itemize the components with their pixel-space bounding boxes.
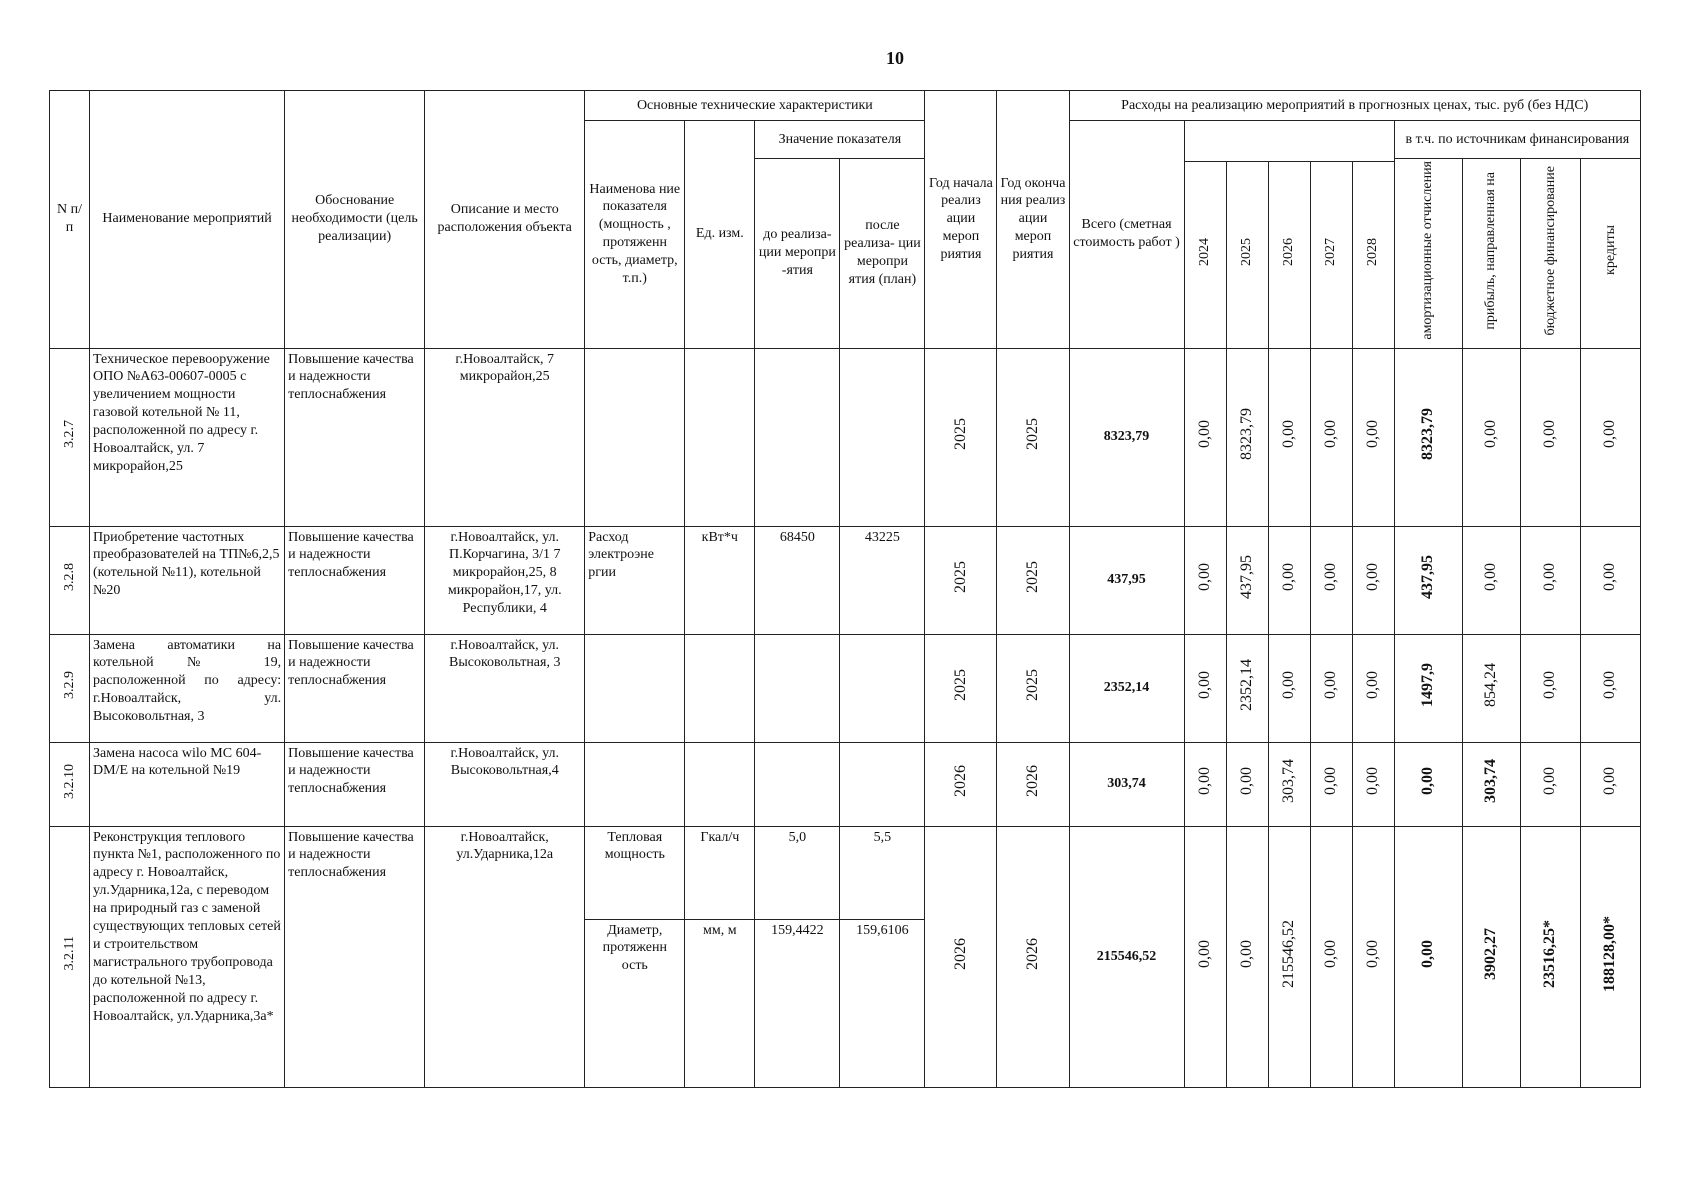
row-year-2025: 0,00 — [1226, 826, 1268, 1087]
row-source-credits: 0,00 — [1580, 526, 1640, 634]
row-year-2027: 0,00 — [1310, 526, 1352, 634]
row-location: г.Новоалтайск, ул.Ударника,12а — [425, 826, 585, 1087]
row-year-2026: 0,00 — [1268, 526, 1310, 634]
row-total: 2352,14 — [1069, 634, 1184, 742]
row-justification: Повышение качества и надежности теплоснабжения — [285, 826, 425, 1087]
row-name: Техническое перевооружение ОПО №А63-00607-0005 с увеличением мощности газовой котельной № 11, расположенной по адресу г. Новоалтайск, ул. 7 микрорайон,25 — [90, 348, 285, 526]
row-total: 8323,79 — [1069, 348, 1184, 526]
row-source-amortization: 1497,9 — [1394, 634, 1462, 742]
row-year-2024: 0,00 — [1184, 826, 1226, 1087]
row-after-2: 159,6106 — [840, 919, 925, 1087]
row-num: 3.2.7 — [50, 348, 90, 526]
header-year-2026: 2026 — [1268, 162, 1310, 348]
row-indicator — [585, 348, 685, 526]
header-location: Описание и место расположения объекта — [425, 91, 585, 349]
row-source-budget: 0,00 — [1520, 634, 1580, 742]
header-before: до реализа- ции меропри -ятия — [755, 159, 840, 349]
row-total: 303,74 — [1069, 742, 1184, 826]
table-row — [50, 634, 1641, 742]
row-year-2028: 0,00 — [1352, 348, 1394, 526]
row-source-budget: 0,00 — [1520, 348, 1580, 526]
row-source-budget: 23516,25* — [1520, 826, 1580, 1087]
row-name: Замена автоматики на котельной № 19, расположенной по адресу: г.Новоалтайск, ул. Высоковольтная, 3 — [90, 634, 285, 742]
row-source-profit: 0,00 — [1462, 348, 1520, 526]
row-unit: Гкал/ч — [685, 826, 755, 919]
row-year-2024: 0,00 — [1184, 742, 1226, 826]
row-source-budget: 0,00 — [1520, 742, 1580, 826]
row-unit — [685, 742, 755, 826]
row-location: г.Новоалтайск, ул. П.Корчагина, 3/1 7 микрорайон,25, 8 микрорайон,17, ул. Республики, 4 — [425, 526, 585, 634]
row-before: 5,0 — [755, 826, 840, 919]
header-unit: Ед. изм. — [685, 121, 755, 349]
row-total: 437,95 — [1069, 526, 1184, 634]
table-row — [50, 826, 1641, 919]
row-after — [840, 634, 925, 742]
header-tech-group: Основные технические характеристики — [585, 91, 925, 121]
row-year-2026: 215546,52 — [1268, 826, 1310, 1087]
row-before — [755, 348, 840, 526]
header-total: Всего (сметная стоимость работ ) — [1069, 121, 1184, 349]
header-indicator-value: Значение показателя — [755, 121, 925, 159]
row-num: 3.2.11 — [50, 826, 90, 1087]
row-end-year: 2025 — [997, 634, 1069, 742]
header-indicator-name: Наименова ние показателя (мощность , протяженн ость, диаметр, т.п.) — [585, 121, 685, 349]
row-end-year: 2025 — [997, 348, 1069, 526]
row-before-2: 159,4422 — [755, 919, 840, 1087]
investment-program-table — [49, 90, 1641, 1088]
row-indicator — [585, 634, 685, 742]
row-year-2028: 0,00 — [1352, 526, 1394, 634]
row-start-year: 2026 — [925, 742, 997, 826]
row-unit: кВт*ч — [685, 526, 755, 634]
row-after — [840, 742, 925, 826]
table-row — [50, 526, 1641, 634]
row-justification: Повышение качества и надежности теплоснабжения — [285, 742, 425, 826]
header-justification: Обоснование необходимости (цель реализации) — [285, 91, 425, 349]
row-location: г.Новоалтайск, ул. Высоковольтная, 3 — [425, 634, 585, 742]
table-row — [50, 742, 1641, 826]
row-year-2027: 0,00 — [1310, 634, 1352, 742]
row-end-year: 2026 — [997, 742, 1069, 826]
row-source-credits: 188128,00* — [1580, 826, 1640, 1087]
row-indicator — [585, 742, 685, 826]
row-unit-2: мм, м — [685, 919, 755, 1087]
row-name: Приобретение частотных преобразователей на ТП№6,2,5 (котельной №11), котельной №20 — [90, 526, 285, 634]
row-source-amortization: 8323,79 — [1394, 348, 1462, 526]
row-source-amortization: 437,95 — [1394, 526, 1462, 634]
row-total: 215546,52 — [1069, 826, 1184, 1087]
row-num: 3.2.10 — [50, 742, 90, 826]
page-number: 10 — [886, 48, 904, 68]
row-justification: Повышение качества и надежности теплоснабжения — [285, 634, 425, 742]
row-source-profit: 303,74 — [1462, 742, 1520, 826]
row-name: Замена насоса wilo МС 604-DM/E на котельной №19 — [90, 742, 285, 826]
row-year-2026: 303,74 — [1268, 742, 1310, 826]
row-before: 68450 — [755, 526, 840, 634]
row-source-budget: 0,00 — [1520, 526, 1580, 634]
row-year-2027: 0,00 — [1310, 348, 1352, 526]
row-year-2028: 0,00 — [1352, 742, 1394, 826]
header-source-profit: прибыль, направленная на — [1462, 159, 1520, 349]
row-indicator-2: Диаметр, протяженн ость — [585, 919, 685, 1087]
row-indicator: Тепловая мощность — [585, 826, 685, 919]
row-unit — [685, 634, 755, 742]
header-year-2027: 2027 — [1310, 162, 1352, 348]
header-source-credits: кредиты — [1580, 159, 1640, 349]
row-year-2025: 437,95 — [1226, 526, 1268, 634]
row-year-2026: 0,00 — [1268, 348, 1310, 526]
row-source-profit: 0,00 — [1462, 526, 1520, 634]
row-justification: Повышение качества и надежности теплоснабжения — [285, 526, 425, 634]
row-source-credits: 0,00 — [1580, 348, 1640, 526]
row-year-2025: 0,00 — [1226, 742, 1268, 826]
header-year-2028: 2028 — [1352, 162, 1394, 348]
row-after: 5,5 — [840, 826, 925, 919]
row-year-2026: 0,00 — [1268, 634, 1310, 742]
row-year-2025: 8323,79 — [1226, 348, 1268, 526]
header-num: N п/ п — [50, 91, 90, 349]
header-after: после реализа- ции меропри ятия (план) — [840, 159, 925, 349]
row-source-credits: 0,00 — [1580, 634, 1640, 742]
row-end-year: 2026 — [997, 826, 1069, 1087]
row-source-amortization: 0,00 — [1394, 826, 1462, 1087]
row-year-2028: 0,00 — [1352, 826, 1394, 1087]
row-justification: Повышение качества и надежности теплоснабжения — [285, 348, 425, 526]
row-year-2025: 2352,14 — [1226, 634, 1268, 742]
row-year-2024: 0,00 — [1184, 634, 1226, 742]
row-location: г.Новоалтайск, ул. Высоковольтная,4 — [425, 742, 585, 826]
row-source-profit: 854,24 — [1462, 634, 1520, 742]
row-name: Реконструкция теплового пункта №1, расположенного по адресу г. Новоалтайск, ул.Ударника,12а, с переводом на природный газ с заменой существующих тепловых сетей и строительством магистрального трубопровода до котельной №13, расположенной по адресу г. Новоалтайск, ул.Ударника,3а* — [90, 826, 285, 1087]
row-location: г.Новоалтайск, 7 микрорайон,25 — [425, 348, 585, 526]
row-num: 3.2.8 — [50, 526, 90, 634]
row-after: 43225 — [840, 526, 925, 634]
row-year-2024: 0,00 — [1184, 348, 1226, 526]
row-before — [755, 742, 840, 826]
header-costs-group: Расходы на реализацию мероприятий в прогнозных ценах, тыс. руб (без НДС) — [1069, 91, 1641, 121]
header-years-blank — [1184, 121, 1394, 162]
row-start-year: 2025 — [925, 634, 997, 742]
row-year-2024: 0,00 — [1184, 526, 1226, 634]
table-row — [50, 348, 1641, 526]
header-year-2024: 2024 — [1184, 162, 1226, 348]
header-name: Наименование мероприятий — [90, 91, 285, 349]
row-end-year: 2025 — [997, 526, 1069, 634]
header-year-2025: 2025 — [1226, 162, 1268, 348]
row-start-year: 2025 — [925, 348, 997, 526]
header-source-amortization: амортизационные отчисления — [1394, 159, 1462, 349]
row-source-amortization: 0,00 — [1394, 742, 1462, 826]
header-source-budget: бюджетное финансирование — [1520, 159, 1580, 349]
header-year-start: Год начала реализ ации мероп риятия — [925, 91, 997, 349]
row-unit — [685, 348, 755, 526]
row-source-credits: 0,00 — [1580, 742, 1640, 826]
row-start-year: 2025 — [925, 526, 997, 634]
header-year-end: Год оконча ния реализ ации мероп риятия — [997, 91, 1069, 349]
row-after — [840, 348, 925, 526]
row-before — [755, 634, 840, 742]
row-year-2027: 0,00 — [1310, 742, 1352, 826]
row-indicator: Расход электроэне ргии — [585, 526, 685, 634]
row-source-profit: 3902,27 — [1462, 826, 1520, 1087]
row-num: 3.2.9 — [50, 634, 90, 742]
row-year-2028: 0,00 — [1352, 634, 1394, 742]
header-sources-group: в т.ч. по источникам финансирования — [1394, 121, 1640, 159]
row-start-year: 2026 — [925, 826, 997, 1087]
row-year-2027: 0,00 — [1310, 826, 1352, 1087]
